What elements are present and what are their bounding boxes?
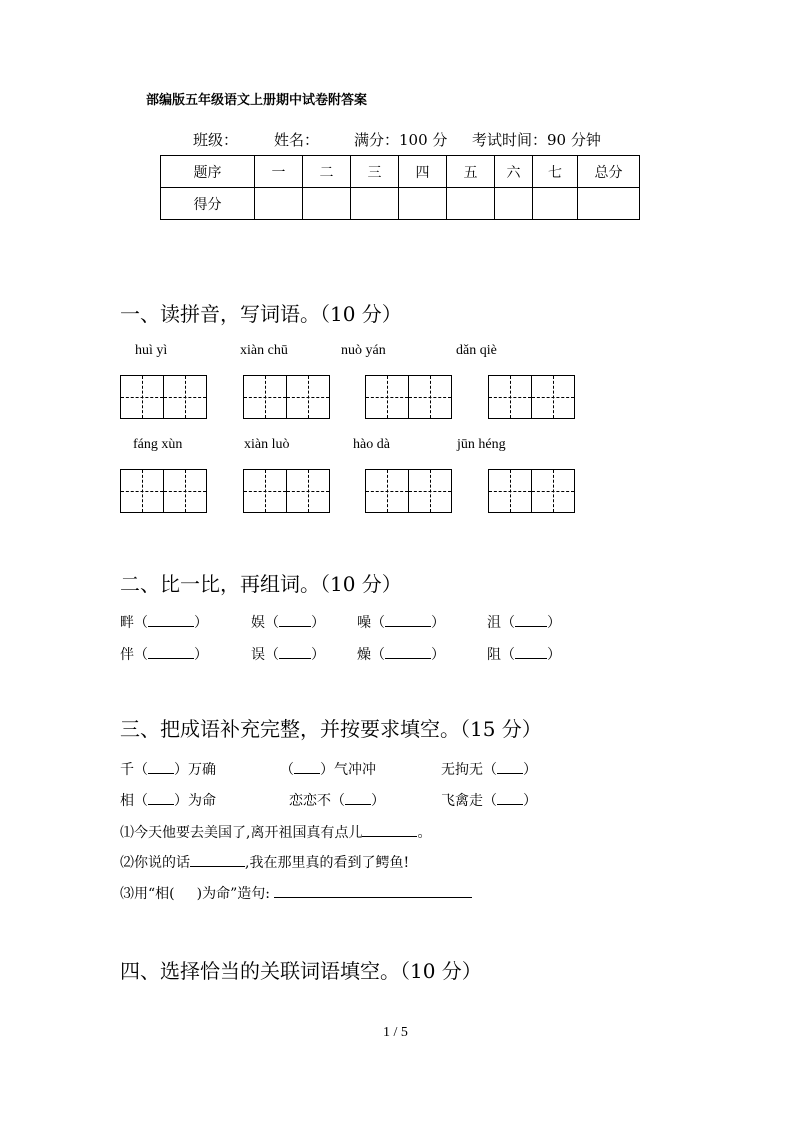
grid-cell[interactable] bbox=[120, 469, 164, 513]
score-cell[interactable] bbox=[303, 188, 351, 220]
grid-cell[interactable] bbox=[488, 469, 532, 513]
grid-cell[interactable] bbox=[408, 469, 452, 513]
compare-item: 噪（ ） bbox=[357, 612, 445, 632]
score-cell[interactable] bbox=[447, 188, 495, 220]
grid-cell[interactable] bbox=[163, 469, 207, 513]
pinyin-label: jūn héng bbox=[457, 437, 506, 452]
compare-item: 畔（ ） bbox=[120, 612, 208, 632]
writing-grid[interactable] bbox=[243, 375, 330, 419]
answer-blank[interactable] bbox=[190, 852, 245, 867]
question-3: ⑶用“相( )为命”造句: bbox=[120, 883, 472, 903]
section-3-title: 三、把成语补充完整，并按要求填空。（15 分） bbox=[120, 717, 542, 741]
pinyin-label: xiàn luò bbox=[244, 437, 290, 452]
answer-blank[interactable] bbox=[515, 644, 547, 659]
score-table-cell: 总分 bbox=[578, 156, 640, 188]
section-2-title: 二、比一比，再组词。（10 分） bbox=[120, 572, 402, 596]
answer-blank[interactable] bbox=[362, 822, 417, 837]
grid-cell[interactable] bbox=[531, 469, 575, 513]
idiom-item: 千（ ）万确 bbox=[120, 759, 216, 779]
exam-time-label: 考试时间：90 分钟 bbox=[472, 131, 601, 149]
grid-cell[interactable] bbox=[163, 375, 207, 419]
answer-blank[interactable] bbox=[148, 790, 174, 805]
score-table-header-row bbox=[161, 156, 640, 188]
score-table bbox=[160, 155, 640, 220]
answer-blank[interactable] bbox=[497, 790, 523, 805]
name-label: 姓名： bbox=[274, 131, 320, 149]
pinyin-label: hào dà bbox=[353, 437, 390, 452]
score-table-cell: 二 bbox=[303, 156, 351, 188]
answer-blank[interactable] bbox=[385, 612, 431, 627]
grid-cell[interactable] bbox=[243, 469, 287, 513]
writing-grid[interactable] bbox=[365, 469, 452, 513]
score-cell[interactable] bbox=[533, 188, 578, 220]
answer-blank[interactable] bbox=[515, 612, 547, 627]
grid-cell[interactable] bbox=[488, 375, 532, 419]
section-4-title: 四、选择恰当的关联词语填空。（10 分） bbox=[120, 959, 482, 983]
answer-blank[interactable] bbox=[385, 644, 431, 659]
grid-cell[interactable] bbox=[408, 375, 452, 419]
score-table-cell: 五 bbox=[447, 156, 495, 188]
pinyin-label: xiàn chū bbox=[240, 343, 288, 358]
score-cell[interactable] bbox=[399, 188, 447, 220]
answer-blank[interactable] bbox=[294, 759, 320, 774]
document-title: 部编版五年级语文上册期中试卷附答案 bbox=[146, 93, 368, 108]
question-2: ⑵你说的话 ,我在那里真的看到了鳄鱼! bbox=[120, 852, 409, 872]
writing-grid[interactable] bbox=[365, 375, 452, 419]
full-score-label: 满分：100 分 bbox=[354, 131, 448, 149]
answer-blank[interactable] bbox=[148, 644, 194, 659]
score-table-cell: 四 bbox=[399, 156, 447, 188]
answer-blank[interactable] bbox=[279, 644, 311, 659]
score-table-cell: 一 bbox=[255, 156, 303, 188]
compare-item: 沮（ ） bbox=[487, 612, 561, 632]
answer-blank[interactable] bbox=[148, 612, 194, 627]
writing-grid[interactable] bbox=[243, 469, 330, 513]
score-table-cell: 题序 bbox=[161, 156, 255, 188]
grid-cell[interactable] bbox=[531, 375, 575, 419]
writing-grid[interactable] bbox=[488, 375, 575, 419]
writing-grid[interactable] bbox=[120, 469, 207, 513]
grid-cell[interactable] bbox=[286, 375, 330, 419]
score-table-score-row bbox=[161, 188, 640, 220]
grid-cell[interactable] bbox=[365, 469, 409, 513]
score-cell[interactable] bbox=[578, 188, 640, 220]
idiom-item: 相（ ）为命 bbox=[120, 790, 216, 810]
compare-item: 误（ ） bbox=[251, 644, 325, 664]
score-cell[interactable] bbox=[255, 188, 303, 220]
score-cell[interactable] bbox=[495, 188, 533, 220]
question-1: ⑴今天他要去美国了,离开祖国真有点儿 。 bbox=[120, 822, 431, 842]
answer-blank[interactable] bbox=[148, 759, 174, 774]
writing-grid[interactable] bbox=[120, 375, 207, 419]
answer-blank[interactable] bbox=[497, 759, 523, 774]
sentence-answer-line[interactable] bbox=[274, 883, 472, 898]
idiom-item: 无拘无（ ） bbox=[441, 759, 537, 779]
answer-blank[interactable] bbox=[345, 790, 371, 805]
idiom-item: （ ）气冲冲 bbox=[280, 759, 376, 779]
score-table-cell: 六 bbox=[495, 156, 533, 188]
answer-blank[interactable] bbox=[279, 612, 311, 627]
pinyin-label: huì yì bbox=[135, 343, 168, 358]
pinyin-label: fáng xùn bbox=[133, 437, 183, 452]
grid-cell[interactable] bbox=[365, 375, 409, 419]
idiom-item: 飞禽走（ ） bbox=[441, 790, 537, 810]
grid-cell[interactable] bbox=[286, 469, 330, 513]
idiom-item: 恋恋不（ ） bbox=[289, 790, 385, 810]
pinyin-label: dǎn qiè bbox=[456, 343, 497, 358]
score-row-label: 得分 bbox=[161, 188, 255, 220]
score-cell[interactable] bbox=[351, 188, 399, 220]
compare-item: 伴（ ） bbox=[120, 644, 208, 664]
compare-item: 阻（ ） bbox=[487, 644, 561, 664]
grid-cell[interactable] bbox=[120, 375, 164, 419]
section-1-title: 一、读拼音，写词语。（10 分） bbox=[120, 302, 402, 326]
grid-cell[interactable] bbox=[243, 375, 287, 419]
page-number: 1 / 5 bbox=[383, 1025, 408, 1040]
class-label: 班级： bbox=[193, 131, 239, 149]
score-table-cell: 三 bbox=[351, 156, 399, 188]
writing-grid[interactable] bbox=[488, 469, 575, 513]
compare-item: 燥（ ） bbox=[357, 644, 445, 664]
compare-item: 娱（ ） bbox=[251, 612, 325, 632]
pinyin-label: nuò yán bbox=[341, 343, 386, 358]
score-table-cell: 七 bbox=[533, 156, 578, 188]
